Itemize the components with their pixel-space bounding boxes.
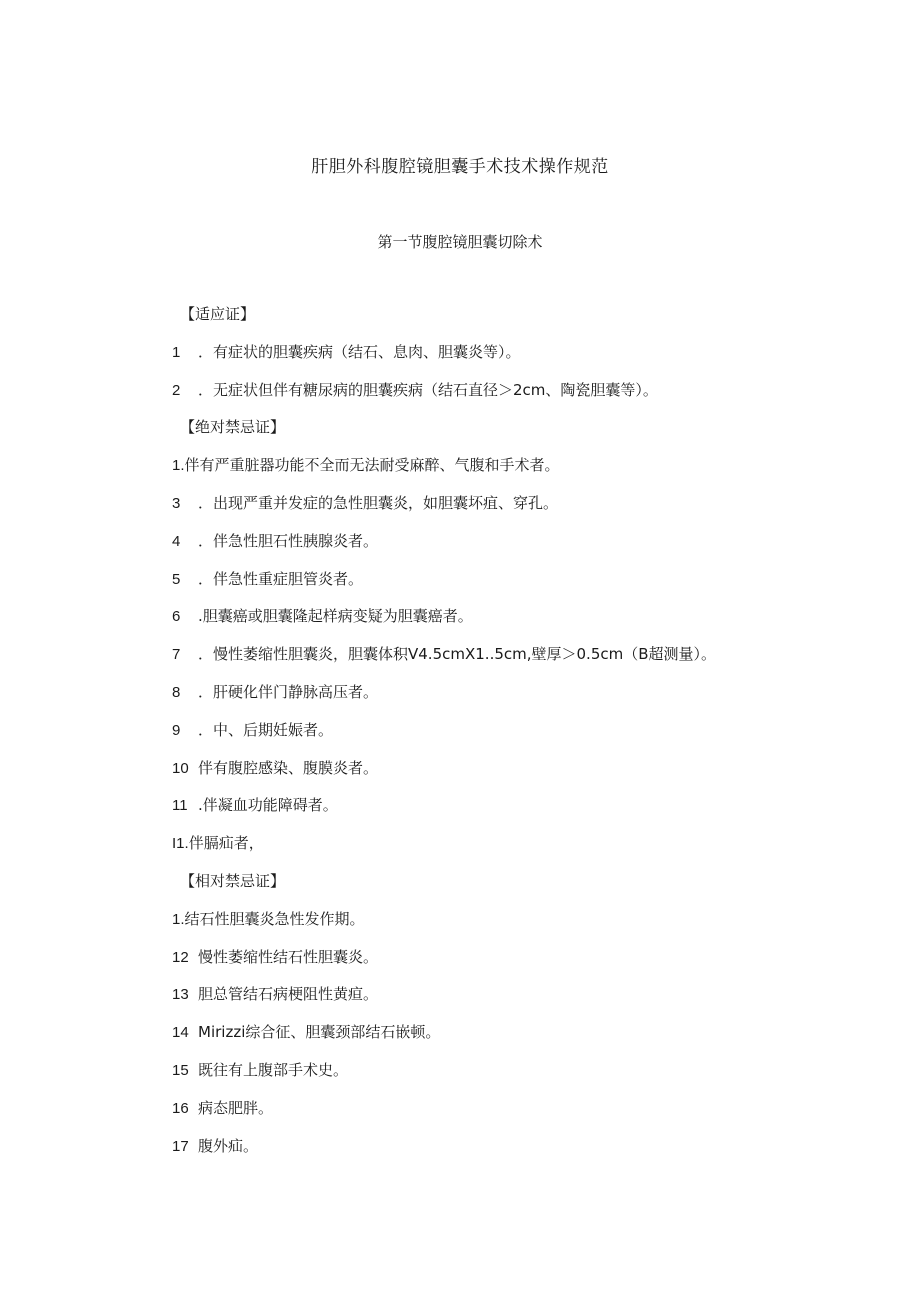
item-number: 4 (172, 532, 181, 550)
item-number: 13 (172, 986, 189, 1004)
item-text: 伴有严重脏器功能不全而无法耐受麻醉、气腹和手术者。 (184, 456, 560, 475)
item-text: 伴膈疝者， (188, 834, 264, 853)
item-text: ．有症状的胆囊疾病（结石、息肉、胆囊炎等）。 (198, 342, 521, 361)
item-number: 6 (172, 608, 181, 626)
list-item (172, 377, 892, 415)
item-text: ．慢性萎缩性胆囊炎，胆囊体积V4.5cmX1..5cm,壁厚＞0.5cm（B超测量）。 (198, 645, 717, 664)
list-item (172, 1095, 892, 1133)
list-item (172, 944, 892, 982)
document-title: 肝胆外科腹腔镜胆囊手术技术操作规范 (311, 157, 609, 177)
item-number: 1. (172, 910, 185, 928)
item-text: .伴凝血功能障碍者。 (198, 796, 338, 815)
item-number: 11 (172, 797, 188, 815)
list-item (172, 1057, 892, 1095)
item-number: 14 (172, 1024, 189, 1042)
item-text: ．伴急性胆石性胰腺炎者。 (198, 531, 379, 550)
item-number: 9 (172, 721, 181, 739)
item-text: .胆囊癌或胆囊隆起样病变疑为胆囊癌者。 (198, 607, 473, 626)
list-item (172, 679, 892, 717)
list-item (172, 566, 892, 604)
item-number: 15 (172, 1061, 189, 1079)
item-text: ．中、后期妊娠者。 (198, 720, 334, 739)
list-item (172, 641, 892, 679)
list-item (172, 603, 892, 641)
item-number: 8 (172, 683, 181, 701)
item-text: 既往有上腹部手术史。 (198, 1060, 349, 1079)
list-item (172, 1019, 892, 1057)
item-text: 伴有腹腔感染、腹膜炎者。 (198, 758, 379, 777)
list-item (172, 792, 892, 830)
list-item (172, 830, 892, 868)
list-item (172, 528, 892, 566)
item-number: 7 (172, 646, 181, 664)
list-item (172, 1133, 892, 1171)
item-number: 5 (172, 570, 181, 588)
item-number: 12 (172, 948, 189, 966)
list-item (172, 981, 892, 1019)
list-item (172, 906, 892, 944)
item-text: ．无症状但伴有糖尿病的胆囊疾病（结石直径＞2cm、陶瓷胆囊等）。 (198, 380, 658, 399)
section-heading-absolute-contraindications: 【绝对禁忌证】 (180, 418, 286, 437)
list-item (172, 717, 892, 755)
item-text: ．肝硬化伴门静脉高压者。 (198, 682, 379, 701)
document-body (172, 301, 892, 1170)
item-number: 17 (172, 1137, 189, 1155)
item-number: 1 (172, 343, 181, 361)
item-number: 3 (172, 494, 181, 512)
item-text: 腹外疝。 (198, 1136, 259, 1155)
section-heading-relative-contraindications: 【相对禁忌证】 (180, 871, 286, 890)
item-number: 16 (172, 1099, 189, 1117)
item-number: 2 (172, 381, 181, 399)
section-heading-indications: 【适应证】 (180, 305, 256, 323)
item-text: ．出现严重并发症的急性胆囊炎，如胆囊坏疽、穿孔。 (198, 493, 559, 512)
item-text: Mirizzi综合征、胆囊颈部结石嵌顿。 (198, 1023, 441, 1042)
item-number: 10 (172, 759, 189, 777)
item-number: I1. (172, 835, 189, 853)
list-item (172, 490, 892, 528)
item-text: 胆总管结石病梗阻性黄疸。 (198, 985, 379, 1004)
item-number: 1. (172, 457, 185, 475)
section-title: 第一节腹腔镜胆囊切除术 (377, 233, 543, 251)
item-text: 病态肥胖。 (198, 1098, 274, 1117)
item-text: 慢性萎缩性结石性胆囊炎。 (198, 947, 379, 966)
list-item (172, 452, 892, 490)
list-item (172, 339, 892, 377)
item-text: 结石性胆囊炎急性发作期。 (184, 909, 365, 928)
list-item (172, 755, 892, 793)
item-text: ．伴急性重症胆管炎者。 (198, 569, 364, 588)
